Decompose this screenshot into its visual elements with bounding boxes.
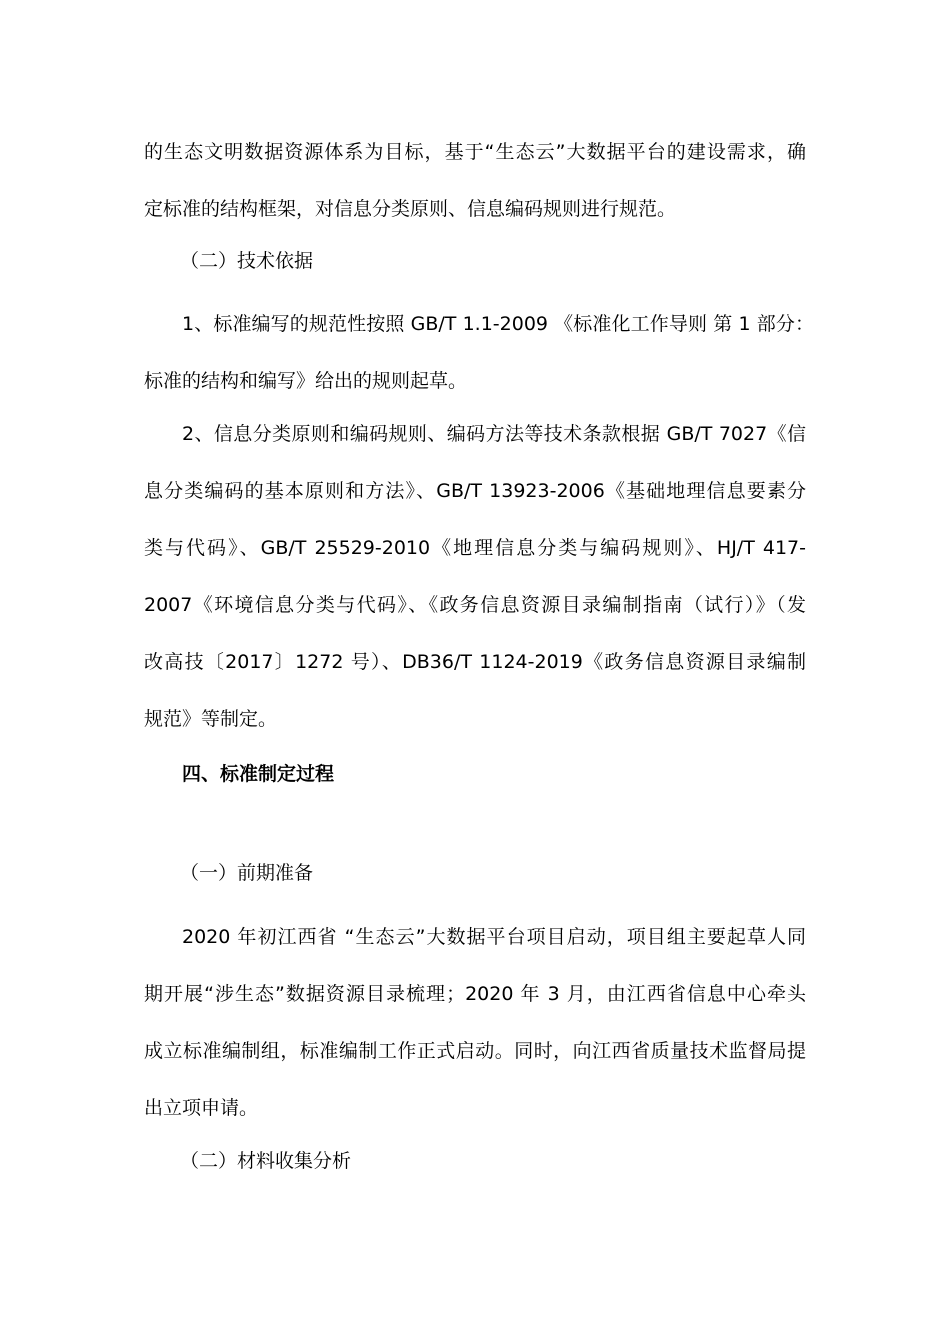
paragraph-line: 定标准的结构框架，对信息分类原则、信息编码规则进行规范。	[144, 198, 677, 220]
paragraph-line: 标准的结构和编写》给出的规则起草。	[144, 370, 468, 392]
paragraph-line: 息分类编码的基本原则和方法》、GB/T 13923-2006《基础地理信息要素分	[144, 480, 806, 502]
paragraph-line: 改高技〔2017〕1272 号）、DB36/T 1124-2019《政务信息资源目录编制	[144, 651, 806, 673]
paragraph-line: 2020 年初江西省 “生态云”大数据平台项目启动，项目组主要起草人同	[182, 926, 806, 948]
paragraph-line: 2007《环境信息分类与代码》、《政务信息资源目录编制指南（试行）》（发	[144, 594, 806, 616]
paragraph-line: 1、标准编写的规范性按照 GB/T 1.1-2009 《标准化工作导则 第 1 部分：	[182, 313, 814, 335]
paragraph-line: 期开展“涉生态”数据资源目录梳理；2020 年 3 月，由江西省信息中心牵头	[144, 983, 806, 1005]
paragraph-line: 类与代码》、GB/T 25529-2010《地理信息分类与编码规则》、HJ/T 417-	[144, 537, 806, 559]
section-heading: （二）材料收集分析	[180, 1150, 352, 1172]
paragraph-line: 的生态文明数据资源体系为目标，基于“生态云”大数据平台的建设需求，确	[144, 141, 806, 163]
paragraph-line: 规范》等制定。	[144, 708, 278, 730]
paragraph-line: 出立项申请。	[144, 1097, 259, 1119]
paragraph-line: 2、信息分类原则和编码规则、编码方法等技术条款根据 GB/T 7027《信	[182, 423, 806, 445]
paragraph-line: 成立标准编制组，标准编制工作正式启动。同时，向江西省质量技术监督局提	[144, 1040, 806, 1062]
section-heading: （一）前期准备	[180, 862, 314, 884]
section-heading: （二）技术依据	[180, 250, 314, 272]
chapter-heading: 四、标准制定过程	[182, 763, 335, 785]
